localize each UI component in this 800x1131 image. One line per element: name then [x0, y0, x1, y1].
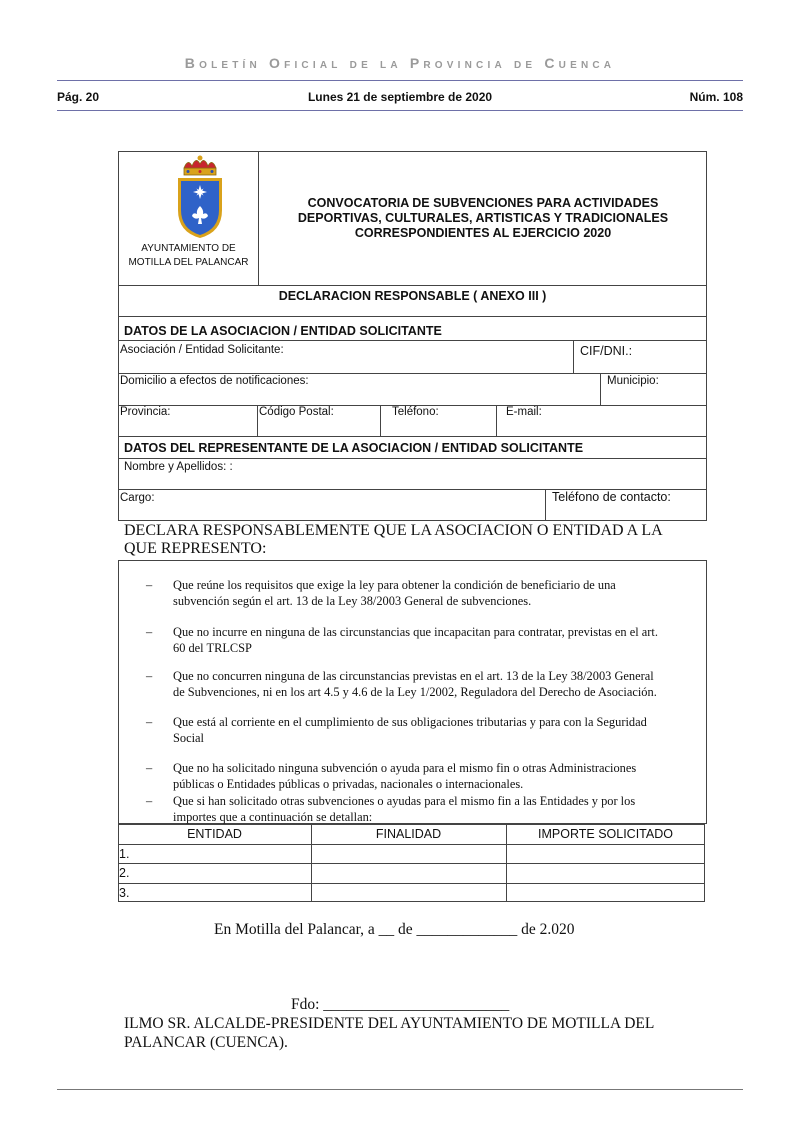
declaration-line-1: DECLARA RESPONSABLEMENTE QUE LA ASOCIACION O ENTIDAD A LA — [124, 522, 663, 539]
row-divider — [118, 285, 707, 286]
signature-line: Fdo: ________________________ — [291, 996, 510, 1013]
addressee-line-1: ILMO SR. ALCALDE-PRESIDENTE DEL AYUNTAMIENTO DE MOTILLA DEL — [124, 1015, 655, 1032]
section-representative-heading: DATOS DEL REPRESENTANTE DE LA ASOCIACION / ENTIDAD SOLICITANTE — [124, 441, 584, 455]
bullet: – — [146, 715, 153, 729]
section-applicant-heading: DATOS DE LA ASOCIACION / ENTIDAD SOLICITANTE — [124, 324, 442, 338]
label-position: Cargo: — [120, 492, 155, 504]
place-and-date: En Motilla del Palancar, a __ de _____________ de 2.020 — [214, 921, 575, 938]
col-divider — [496, 405, 497, 436]
row-divider — [118, 340, 707, 341]
org-line-1: AYUNTAMIENTO DE — [141, 243, 236, 254]
item-line: Que no ha solicitado ninguna subvención o ayuda para el mismo fin o otras Administraciones — [173, 761, 637, 775]
declaration-statement — [124, 522, 704, 558]
bullet: – — [146, 625, 153, 639]
footer-rule — [57, 1089, 743, 1090]
title-line-2: DEPORTIVAS, CULTURALES, ARTISTICAS Y TRADICIONALES — [297, 211, 669, 225]
col-divider — [545, 489, 546, 521]
item-line: Que si han solicitado otras subvenciones o ayudas para el mismo fin a las Entidades y por los — [173, 794, 636, 808]
issue-number: Núm. 108 — [689, 90, 743, 104]
bullet: – — [146, 578, 153, 592]
item-line: Social — [173, 730, 204, 745]
label-contact-phone: Teléfono de contacto: — [552, 490, 671, 504]
title-line-3: CORRESPONDIENTES AL EJERCICIO 2020 — [354, 226, 612, 240]
column-header-amount: IMPORTE SOLICITADO — [538, 827, 673, 841]
item-line: públicas o Entidades públicas o privadas, nacionales o internacionales. — [173, 776, 524, 791]
label-email: E-mail: — [506, 406, 542, 418]
header-rule-bottom — [57, 110, 743, 111]
coat-of-arms-icon — [172, 154, 228, 240]
label-address: Domicilio a efectos de notificaciones: — [120, 375, 309, 387]
item-line: Que no incurre en ninguna de las circunstancias que incapacitan para contratar, previstas en el art. — [173, 625, 658, 639]
col-divider — [600, 373, 601, 405]
row-divider — [118, 373, 707, 374]
row-divider — [118, 844, 705, 845]
declaration-heading: DECLARACION RESPONSABLE ( ANEXO III ) — [278, 289, 547, 303]
table-row-number: 3. — [119, 886, 130, 900]
row-divider — [118, 458, 707, 459]
item-line: subvención según el art. 13 de la Ley 38/2003 General de subvenciones. — [173, 593, 532, 608]
row-divider — [118, 436, 707, 437]
label-entity: Asociación / Entidad Solicitante: — [120, 344, 284, 356]
column-header-entity: ENTIDAD — [187, 827, 242, 841]
label-cif: CIF/DNI.: — [580, 344, 633, 358]
label-municipio: Municipio: — [607, 375, 659, 387]
col-divider — [257, 405, 258, 436]
title-line-1: CONVOCATORIA DE SUBVENCIONES PARA ACTIVIDADES — [307, 196, 659, 210]
header-rule — [57, 80, 743, 81]
row-divider — [118, 883, 705, 884]
bullet: – — [146, 761, 153, 775]
declaration-line-2: QUE REPRESENTO: — [124, 540, 267, 557]
item-line: Que no concurren ninguna de las circunstancias previstas en el art. 13 de la Ley 38/2003 General — [173, 669, 654, 683]
bulletin-title: Boletín Oficial de la Provincia de Cuenca — [184, 55, 616, 71]
label-phone: Teléfono: — [392, 406, 439, 418]
org-line-2: MOTILLA DEL PALANCAR — [128, 257, 249, 268]
item-line: de Subvenciones, ni en los art 4.5 y 4.6 de la Ley 1/2002, Reguladora del Derecho de Asociación. — [173, 684, 657, 699]
item-line: Que reúne los requisitos que exige la ley para obtener la condición de beneficiario de una — [173, 578, 616, 592]
table-row-number: 2. — [119, 866, 130, 880]
item-line: 60 del TRLCSP — [173, 640, 252, 655]
label-full-name: Nombre y Apellidos: : — [124, 461, 233, 473]
column-header-purpose: FINALIDAD — [375, 827, 442, 841]
label-province: Provincia: — [120, 406, 171, 418]
row-divider — [118, 316, 707, 317]
bullet: – — [146, 669, 153, 683]
row-divider — [118, 863, 705, 864]
form-title — [259, 196, 707, 241]
page-number: Pág. 20 — [57, 90, 100, 104]
col-divider — [380, 405, 381, 436]
bullet: – — [146, 794, 153, 808]
table-row-number: 1. — [119, 847, 130, 861]
addressee-line-2: PALANCAR (CUENCA). — [124, 1034, 288, 1051]
municipality-name — [119, 242, 258, 270]
addressee — [124, 1014, 654, 1052]
publication-date: Lunes 21 de septiembre de 2020 — [307, 90, 493, 104]
col-divider — [573, 340, 574, 373]
item-line: importes que a continuación se detallan: — [173, 809, 373, 824]
label-postal-code: Código Postal: — [259, 406, 334, 418]
item-line: Que está al corriente en el cumplimiento de sus obligaciones tributarias y para con la Seguridad — [173, 715, 647, 729]
